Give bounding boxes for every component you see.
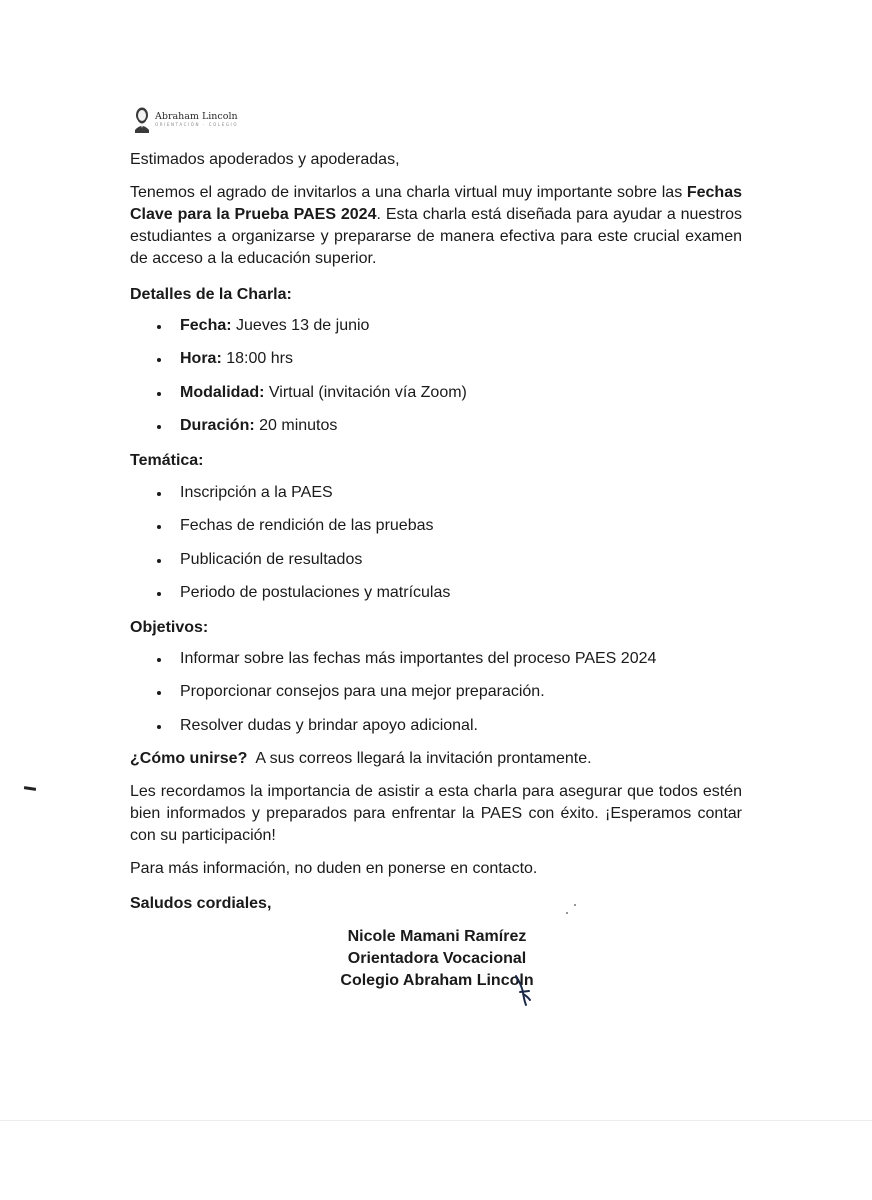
tematica-list — [130, 482, 450, 615]
join-label: ¿Cómo unirse? — [130, 750, 248, 767]
details-item-mode — [130, 382, 467, 404]
scan-speck — [574, 904, 576, 906]
lincoln-portrait-icon — [132, 104, 152, 134]
details-label: Hora: — [180, 350, 222, 368]
list-item: Inscripción a la PAES — [130, 482, 450, 504]
details-list — [130, 315, 467, 448]
list-item: Fechas de rendición de las pruebas — [130, 515, 450, 537]
details-label: Duración: — [180, 416, 255, 434]
handwritten-stroke-icon — [512, 972, 542, 1008]
signature-role: Orientadora Vocacional — [347, 950, 527, 967]
list-item: Resolver dudas y brindar apoyo adicional. — [130, 715, 656, 737]
closing-paragraph: Les recordamos la importancia de asistir a esta charla para asegurar que todos estén bien informados y preparados para enfrentar la PAES con éxito. ¡Esperamos contar con su participación! — [130, 783, 742, 844]
intro-highlight: Fechas Clave para la Prueba PAES 2024 — [130, 184, 742, 223]
intro-paragraph — [130, 182, 742, 270]
list-item: Publicación de resultados — [130, 549, 450, 571]
details-value: Virtual (invitación vía Zoom) — [264, 383, 467, 401]
details-label: Modalidad: — [180, 383, 265, 401]
join-text: A sus correos llegará la invitación prontamente. — [247, 750, 592, 767]
signature-name: Nicole Mamani Ramírez — [347, 928, 527, 945]
page-edge-line — [0, 1120, 872, 1121]
logo-name: Abraham Lincoln — [155, 110, 238, 122]
details-item-duration — [130, 415, 467, 437]
school-logo — [132, 104, 238, 134]
greeting: Estimados apoderados y apoderadas, — [130, 151, 400, 168]
contact-line: Para más información, no duden en ponerse en contacto. — [130, 860, 538, 877]
logo-subtitle: ORIENTACIÓN · COLEGIO — [155, 121, 239, 127]
objetivos-heading: Objetivos: — [130, 619, 209, 636]
details-item-date — [130, 315, 467, 337]
details-value: Jueves 13 de junio — [231, 317, 370, 334]
details-label: Fecha: — [180, 317, 232, 334]
salutation: Saludos cordiales, — [130, 895, 272, 912]
details-value: 20 minutos — [254, 416, 338, 434]
list-item: Periodo de postulaciones y matrículas — [130, 582, 450, 604]
join-line — [130, 748, 742, 770]
list-item: Informar sobre las fechas más importantes del proceso PAES 2024 — [130, 648, 656, 670]
details-item-time — [130, 348, 467, 370]
list-item: Proporcionar consejos para una mejor preparación. — [130, 681, 656, 703]
objetivos-list — [130, 648, 656, 748]
intro-text-2: . Esta charla está diseñada para ayudar a nuestros estudiantes a organizarse y prepararse de manera efectiva para este crucial examen de acceso a la educación superior. — [130, 206, 743, 267]
details-heading: Detalles de la Charla: — [130, 286, 292, 303]
scan-artifact — [24, 786, 36, 791]
intro-text-1: Tenemos el agrado de invitarlos a una charla virtual muy importante sobre las — [130, 184, 687, 201]
tematica-heading: Temática: — [130, 452, 204, 469]
scan-speck — [566, 912, 568, 914]
details-value: 18:00 hrs — [221, 350, 293, 368]
signature-institution: Colegio Abraham Lincoln — [340, 972, 534, 989]
